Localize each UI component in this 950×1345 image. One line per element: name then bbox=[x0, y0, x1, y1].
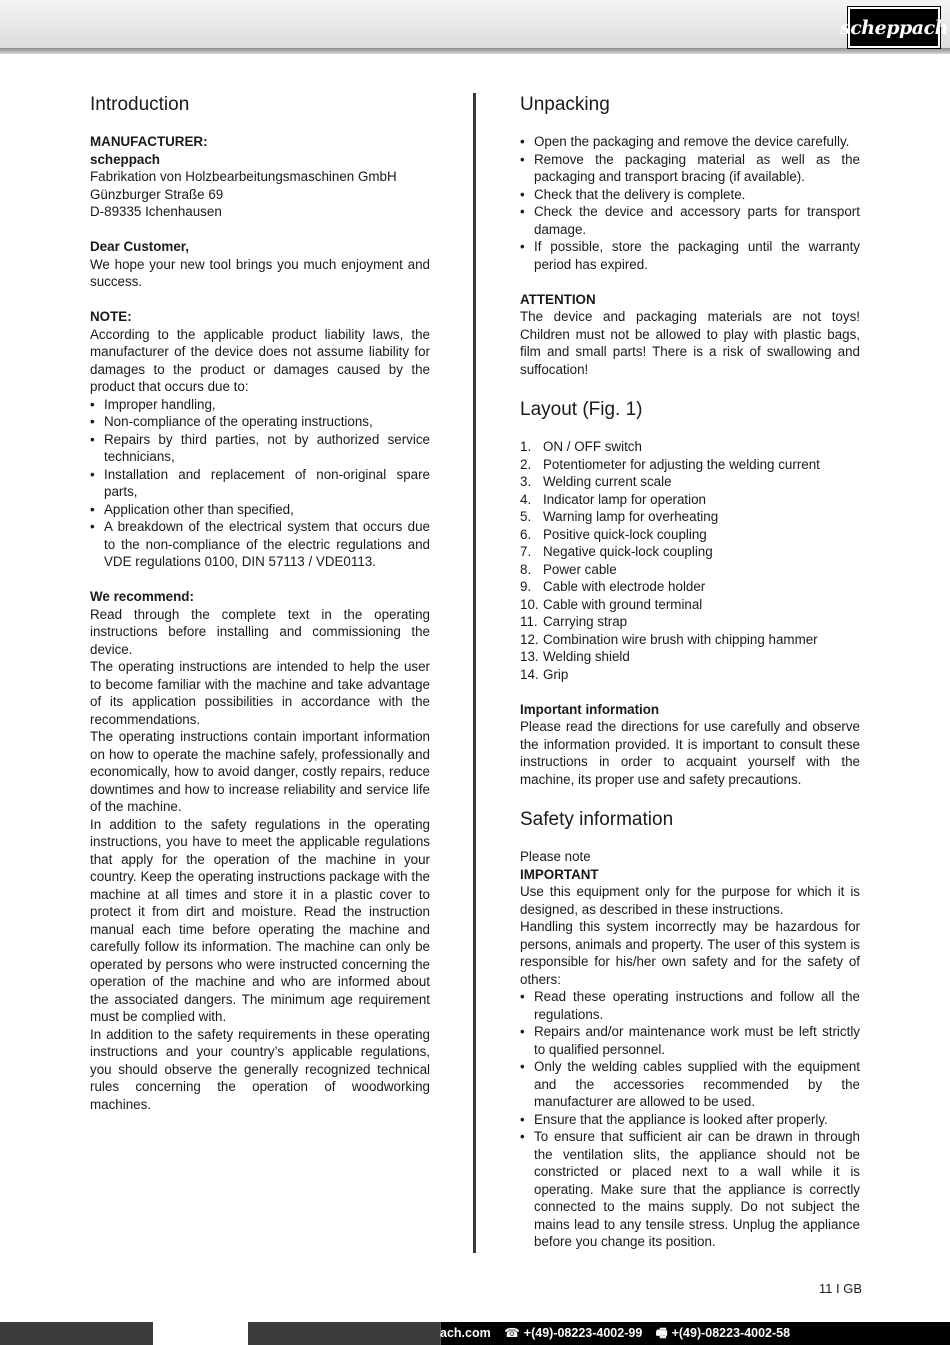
unpacking-heading: Unpacking bbox=[520, 94, 610, 115]
list-item: • Only the welding cables supplied with the equipment and the accessories recommended by the manufacturer are allowed to be used. bbox=[520, 1058, 860, 1111]
right-column bbox=[520, 93, 860, 1251]
list-item: • Check that the delivery is complete. bbox=[520, 186, 860, 204]
safety-paragraph: Handling this system incorrectly may be hazardous for persons, animals and property. The user of this system is responsible for his/her own safety and for the safety of others: bbox=[520, 919, 860, 987]
recommend-label: We recommend: bbox=[90, 589, 194, 604]
please-note-label: Please note bbox=[520, 849, 591, 864]
left-column bbox=[90, 93, 430, 1113]
footer-contact bbox=[440, 1325, 800, 1342]
address-line: Fabrikation von Holzbearbeitungsmaschinen GmbH bbox=[90, 169, 397, 184]
list-item: 12. Combination wire brush with chipping hammer bbox=[520, 631, 818, 647]
safety-list bbox=[520, 988, 860, 1251]
important-caps-label: IMPORTANT bbox=[520, 866, 599, 882]
recommend-paragraph: In addition to the safety regulations in the operating instructions, you have to meet the applicable regulations that apply for the operation of the machine in your country. Keep the operating instructions package with the machine at all times and store it in a plastic cover to protect it from dirt and moisture. Read the instruction manual each time before operating the machine and carefully follow its information. The machine can only be operated by persons who were instructed concerning the operation of the machine and who are informed about the associated dangers. The minimum age requirement must be complied with. bbox=[90, 816, 430, 1024]
list-item: 1. ON / OFF switch bbox=[520, 439, 642, 454]
unpacking-list bbox=[520, 133, 860, 273]
footer-website[interactable]: ach.com bbox=[440, 1326, 491, 1340]
list-item: 9. Cable with electrode holder bbox=[520, 579, 706, 594]
list-item: 6. Positive quick-lock coupling bbox=[520, 526, 707, 542]
introduction-heading: Introduction bbox=[90, 94, 190, 115]
footer-phone: +(49)-08223-4002-99 bbox=[523, 1326, 643, 1340]
fax-icon: 🖷 bbox=[655, 1326, 668, 1340]
liability-list bbox=[90, 396, 430, 571]
attention-label: ATTENTION bbox=[520, 291, 596, 307]
header-bar bbox=[0, 0, 950, 48]
important-info-text: Please read the directions for use carefully and observe the information provided. It is important to consult these instructions in order to acquaint yourself with the machine, its proper use and safety precautions. bbox=[520, 719, 860, 787]
list-item: • Ensure that the appliance is looked after properly. bbox=[520, 1111, 860, 1129]
safety-heading: Safety information bbox=[520, 809, 674, 830]
column-divider bbox=[473, 93, 476, 1253]
attention-text: The device and packaging materials are not toys! Children must not be allowed to play with plastic bags, film and small parts! There is a risk of swallowing and suffocation! bbox=[520, 309, 860, 377]
recommend-paragraph: Read through the complete text in the operating instructions before installing and commissioning the device. bbox=[90, 606, 430, 657]
list-item: 3. Welding current scale bbox=[520, 474, 672, 489]
footer-fax: +(49)-08223-4002-58 bbox=[671, 1326, 791, 1340]
important-info-label: Important information bbox=[520, 701, 660, 717]
safety-paragraph: Use this equipment only for the purpose for which it is designed, as described in these instructions. bbox=[520, 884, 860, 917]
list-item: • To ensure that sufficient air can be drawn in through the ventilation slits, the appliance should not be constricted or placed next to a wall while it is operating. Make sure that the appliance is correctly connected to the mains supply. Do not subject the mains lead to any tensile stress. Unplug the appliance before you change its position. bbox=[520, 1128, 860, 1251]
list-item: 5. Warning lamp for overheating bbox=[520, 509, 719, 524]
list-item: 8. Power cable bbox=[520, 561, 617, 577]
list-item: 14. Grip bbox=[520, 666, 569, 682]
dear-customer-text: We hope your new tool brings you much enjoyment and success. bbox=[90, 256, 430, 289]
layout-heading: Layout (Fig. 1) bbox=[520, 399, 643, 420]
list-item: • Check the device and accessory parts for transport damage. bbox=[520, 203, 860, 238]
brand-logo: scheppach bbox=[848, 7, 940, 48]
list-item: • Repairs by third parties, not by authorized service technicians, bbox=[90, 431, 430, 466]
list-item: 13. Welding shield bbox=[520, 649, 630, 664]
list-item: • Improper handling, bbox=[90, 396, 430, 414]
list-item: • Non-compliance of the operating instructions, bbox=[90, 413, 430, 431]
list-item: • Application other than specified, bbox=[90, 501, 430, 519]
recommend-paragraph: The operating instructions contain important information on how to operate the machine safely, professionally and economically, how to avoid danger, costly repairs, reduce downtimes and how to increase reliability and service life of the machine. bbox=[90, 729, 430, 814]
phone-icon: ☎ bbox=[504, 1326, 520, 1340]
list-item: • Remove the packaging material as well as the packaging and transport bracing (if available). bbox=[520, 151, 860, 186]
list-item: 4. Indicator lamp for operation bbox=[520, 491, 707, 507]
list-item: • If possible, store the packaging until the warranty period has expired. bbox=[520, 238, 860, 273]
list-item: 7. Negative quick-lock coupling bbox=[520, 544, 713, 559]
list-item: • A breakdown of the electrical system that occurs due to the non-compliance of the electric regulations and VDE regulations 0100, DIN 57113 / VDE0113. bbox=[90, 518, 430, 571]
address-line: D-89335 Ichenhausen bbox=[90, 204, 222, 219]
list-item: • Read these operating instructions and follow all the regulations. bbox=[520, 988, 860, 1023]
recommend-paragraph: The operating instructions are intended to help the user to become familiar with the machine and take advantage of its application possibilities in accordance with the recommendations. bbox=[90, 659, 430, 727]
list-item: 2. Potentiometer for adjusting the welding current bbox=[520, 456, 820, 472]
list-item: 11. Carrying strap bbox=[520, 614, 628, 629]
dear-customer-label: Dear Customer, bbox=[90, 239, 189, 254]
page-number: 11 I GB bbox=[818, 1281, 862, 1296]
header-divider bbox=[0, 48, 950, 54]
list-item: • Repairs and/or maintenance work must be left strictly to qualified personnel. bbox=[520, 1023, 860, 1058]
footer-bar bbox=[0, 1322, 950, 1345]
list-item: • Installation and replacement of non-original spare parts, bbox=[90, 466, 430, 501]
layout-list bbox=[520, 438, 860, 683]
note-text: According to the applicable product liability laws, the manufacturer of the device does not assume liability for damages to the product or damages caused by the product that occurs due to: bbox=[90, 326, 430, 394]
footer-white-block bbox=[153, 1322, 248, 1345]
note-label: NOTE: bbox=[90, 309, 132, 324]
recommend-paragraph: In addition to the safety requirements in these operating instructions and your country’s applicable regulations, you should observe the generally recognized technical rules concerning the operation of woodworking machines. bbox=[90, 1026, 430, 1112]
list-item: • Open the packaging and remove the device carefully. bbox=[520, 133, 860, 151]
address-line: Günzburger Straße 69 bbox=[90, 186, 224, 202]
list-item: 10. Cable with ground terminal bbox=[520, 596, 703, 612]
company-name: scheppach bbox=[90, 151, 160, 167]
manufacturer-label: MANUFACTURER: bbox=[90, 134, 208, 149]
